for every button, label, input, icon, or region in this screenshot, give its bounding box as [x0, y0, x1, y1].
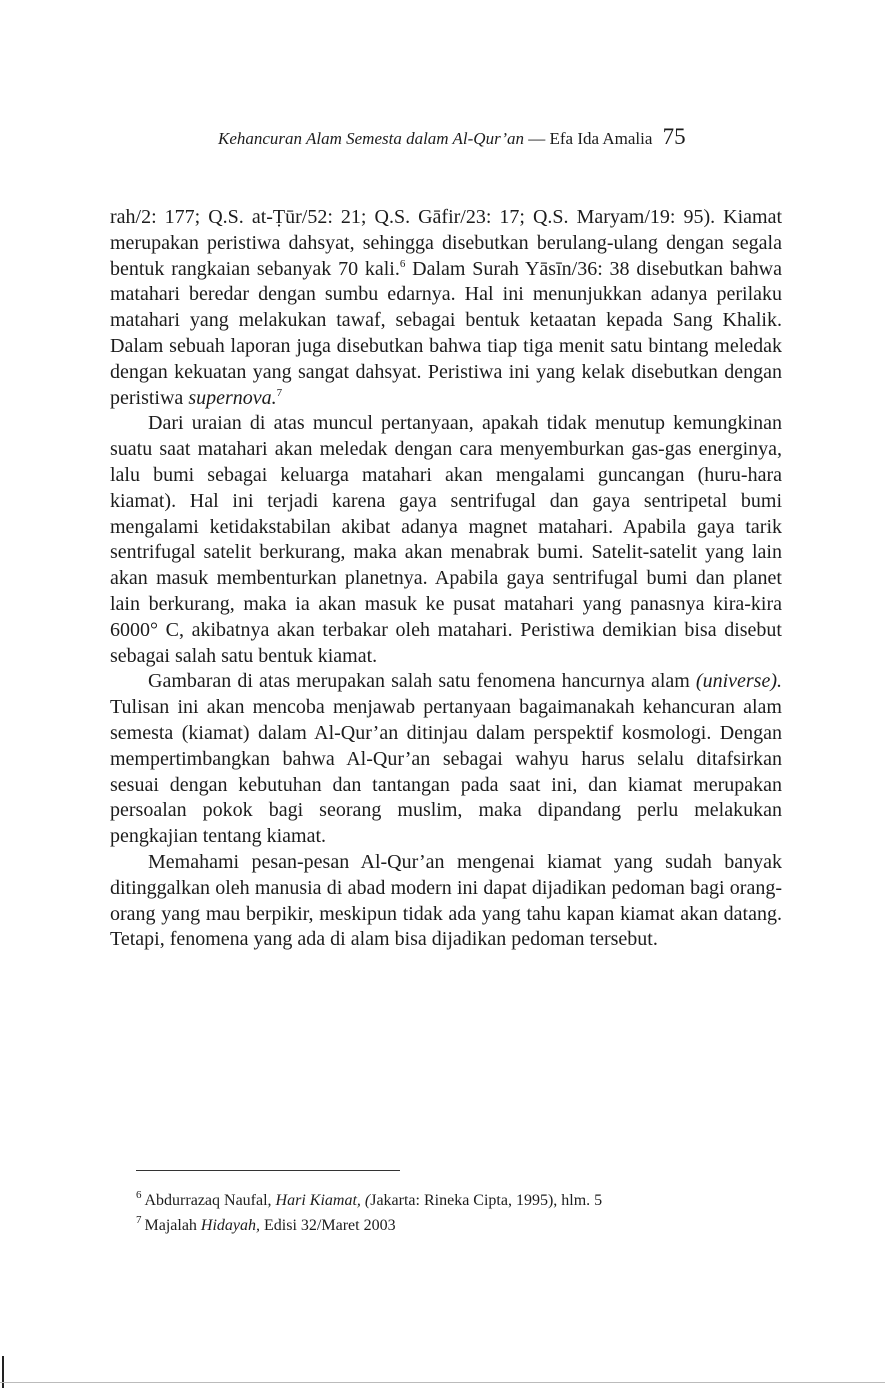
- footnote-number: 7: [136, 1214, 142, 1226]
- text-run: Majalah: [144, 1217, 201, 1234]
- header-title: Kehancuran Alam Semesta dalam Al-Qur’an: [218, 129, 524, 148]
- italic-text: Hidayah,: [200, 1217, 261, 1234]
- footnote-ref-6: 6: [399, 257, 406, 270]
- header-author: Efa Ida Amalia: [549, 129, 653, 148]
- italic-text: Hari Kiamat, (: [275, 1192, 371, 1209]
- body-text: [110, 205, 782, 953]
- footnote-ref-7: 7: [276, 386, 283, 399]
- text-run: rah/2: 177; Q.S. at-Ṭūr/52: 21; Q.S. Gāfir/23: 17; Q.S. Maryam/19: 95). Kiamat merupakan peristiwa dahsyat, sehingga disebutkan berulang-ulang dengan segala bentuk rangkaian sebanyak 70 kali.: [110, 206, 782, 280]
- text-run: Gambaran di atas merupakan salah satu fenomena hancurnya alam: [148, 670, 696, 693]
- running-header: [218, 124, 780, 152]
- page-number: 75: [662, 124, 686, 149]
- text-run: Dalam Surah Yāsīn/36: 38 disebutkan bahwa matahari beredar dengan sumbu edarnya. Hal ini menunjukkan adanya perilaku matahari yang melakukan tawaf, sebagai bentuk ketaatan kepada Sang Khalik. Dalam sebuah laporan juga disebutkan bahwa tiap tiga menit satu bintang meledak dengan kekuatan yang sangat dahsyat. Peristiwa ini yang kelak disebutkan dengan peristiwa: [110, 257, 782, 409]
- scan-margin-mark: [2, 1356, 4, 1388]
- italic-text: (universe).: [695, 670, 782, 693]
- italic-text: supernova.: [188, 386, 277, 409]
- text-run: Dari uraian di atas muncul pertanyaan, apakah tidak menutup kemungkinan suatu saat matahari akan meledak dengan cara menyemburkan gas-gas energinya, lalu bumi sebagai keluarga matahari akan mengalami guncangan (huru-hara kiamat). Hal ini terjadi karena gaya sentrifugal dan gaya sentripetal bumi mengalami ketidakstabilan akibat adanya magnet matahari. Apabila gaya tarik sentrifugal satelit berkurang, maka akan menabrak bumi. Satelit-satelit yang lain akan masuk membenturkan planetnya. Apabila gaya sentrifugal bumi dan planet lain berkurang, maka ia akan masuk ke pusat matahari yang panasnya kira-kira 6000° C, akibatnya akan terbakar oleh matahari. Peristiwa demikian bisa disebut sebagai salah satu bentuk kiamat.: [110, 412, 782, 667]
- text-run: Tulisan ini akan mencoba menjawab pertanyaan bagaimanakah kehancuran alam semesta (kiamat) dalam Al-Qur’an ditinjau dalam perspektif kosmologi. Dengan mempertimbangkan bahwa Al-Qur’an sebagai wahyu harus selalu ditafsirkan sesuai dengan kebutuhan dan tantangan pada saat ini, dan kiamat merupakan persoalan pokok bagi seorang muslim, maka dipandang perlu melakukan pengkajian tentang kiamat.: [110, 696, 782, 848]
- footnote-number: 6: [136, 1189, 142, 1201]
- text-run: Jakarta: Rineka Cipta, 1995), hlm. 5: [370, 1192, 603, 1209]
- text-run: Memahami pesan-pesan Al-Qur’an mengenai kiamat yang sudah banyak ditinggalkan oleh manusia di abad modern ini dapat dijadikan pedoman bagi orang-orang yang mau berpikir, meskipun tidak ada yang tahu kapan kiamat akan datang. Tetapi, fenomena yang ada di alam bisa dijadikan pedoman tersebut.: [110, 850, 782, 951]
- paragraph-1: [110, 205, 782, 411]
- footnote-6: [136, 1188, 776, 1213]
- text-run: Abdurrazaq Naufal,: [144, 1192, 276, 1209]
- paragraph-4: [110, 850, 782, 953]
- page-bottom-edge: [0, 1382, 885, 1383]
- footnotes: [136, 1188, 776, 1238]
- text-run: Edisi 32/Maret 2003: [260, 1217, 396, 1234]
- paragraph-3: [110, 669, 782, 850]
- footnote-7: [136, 1213, 776, 1238]
- paragraph-2: [110, 411, 782, 669]
- footnote-divider: [136, 1170, 400, 1171]
- header-separator: —: [528, 129, 546, 148]
